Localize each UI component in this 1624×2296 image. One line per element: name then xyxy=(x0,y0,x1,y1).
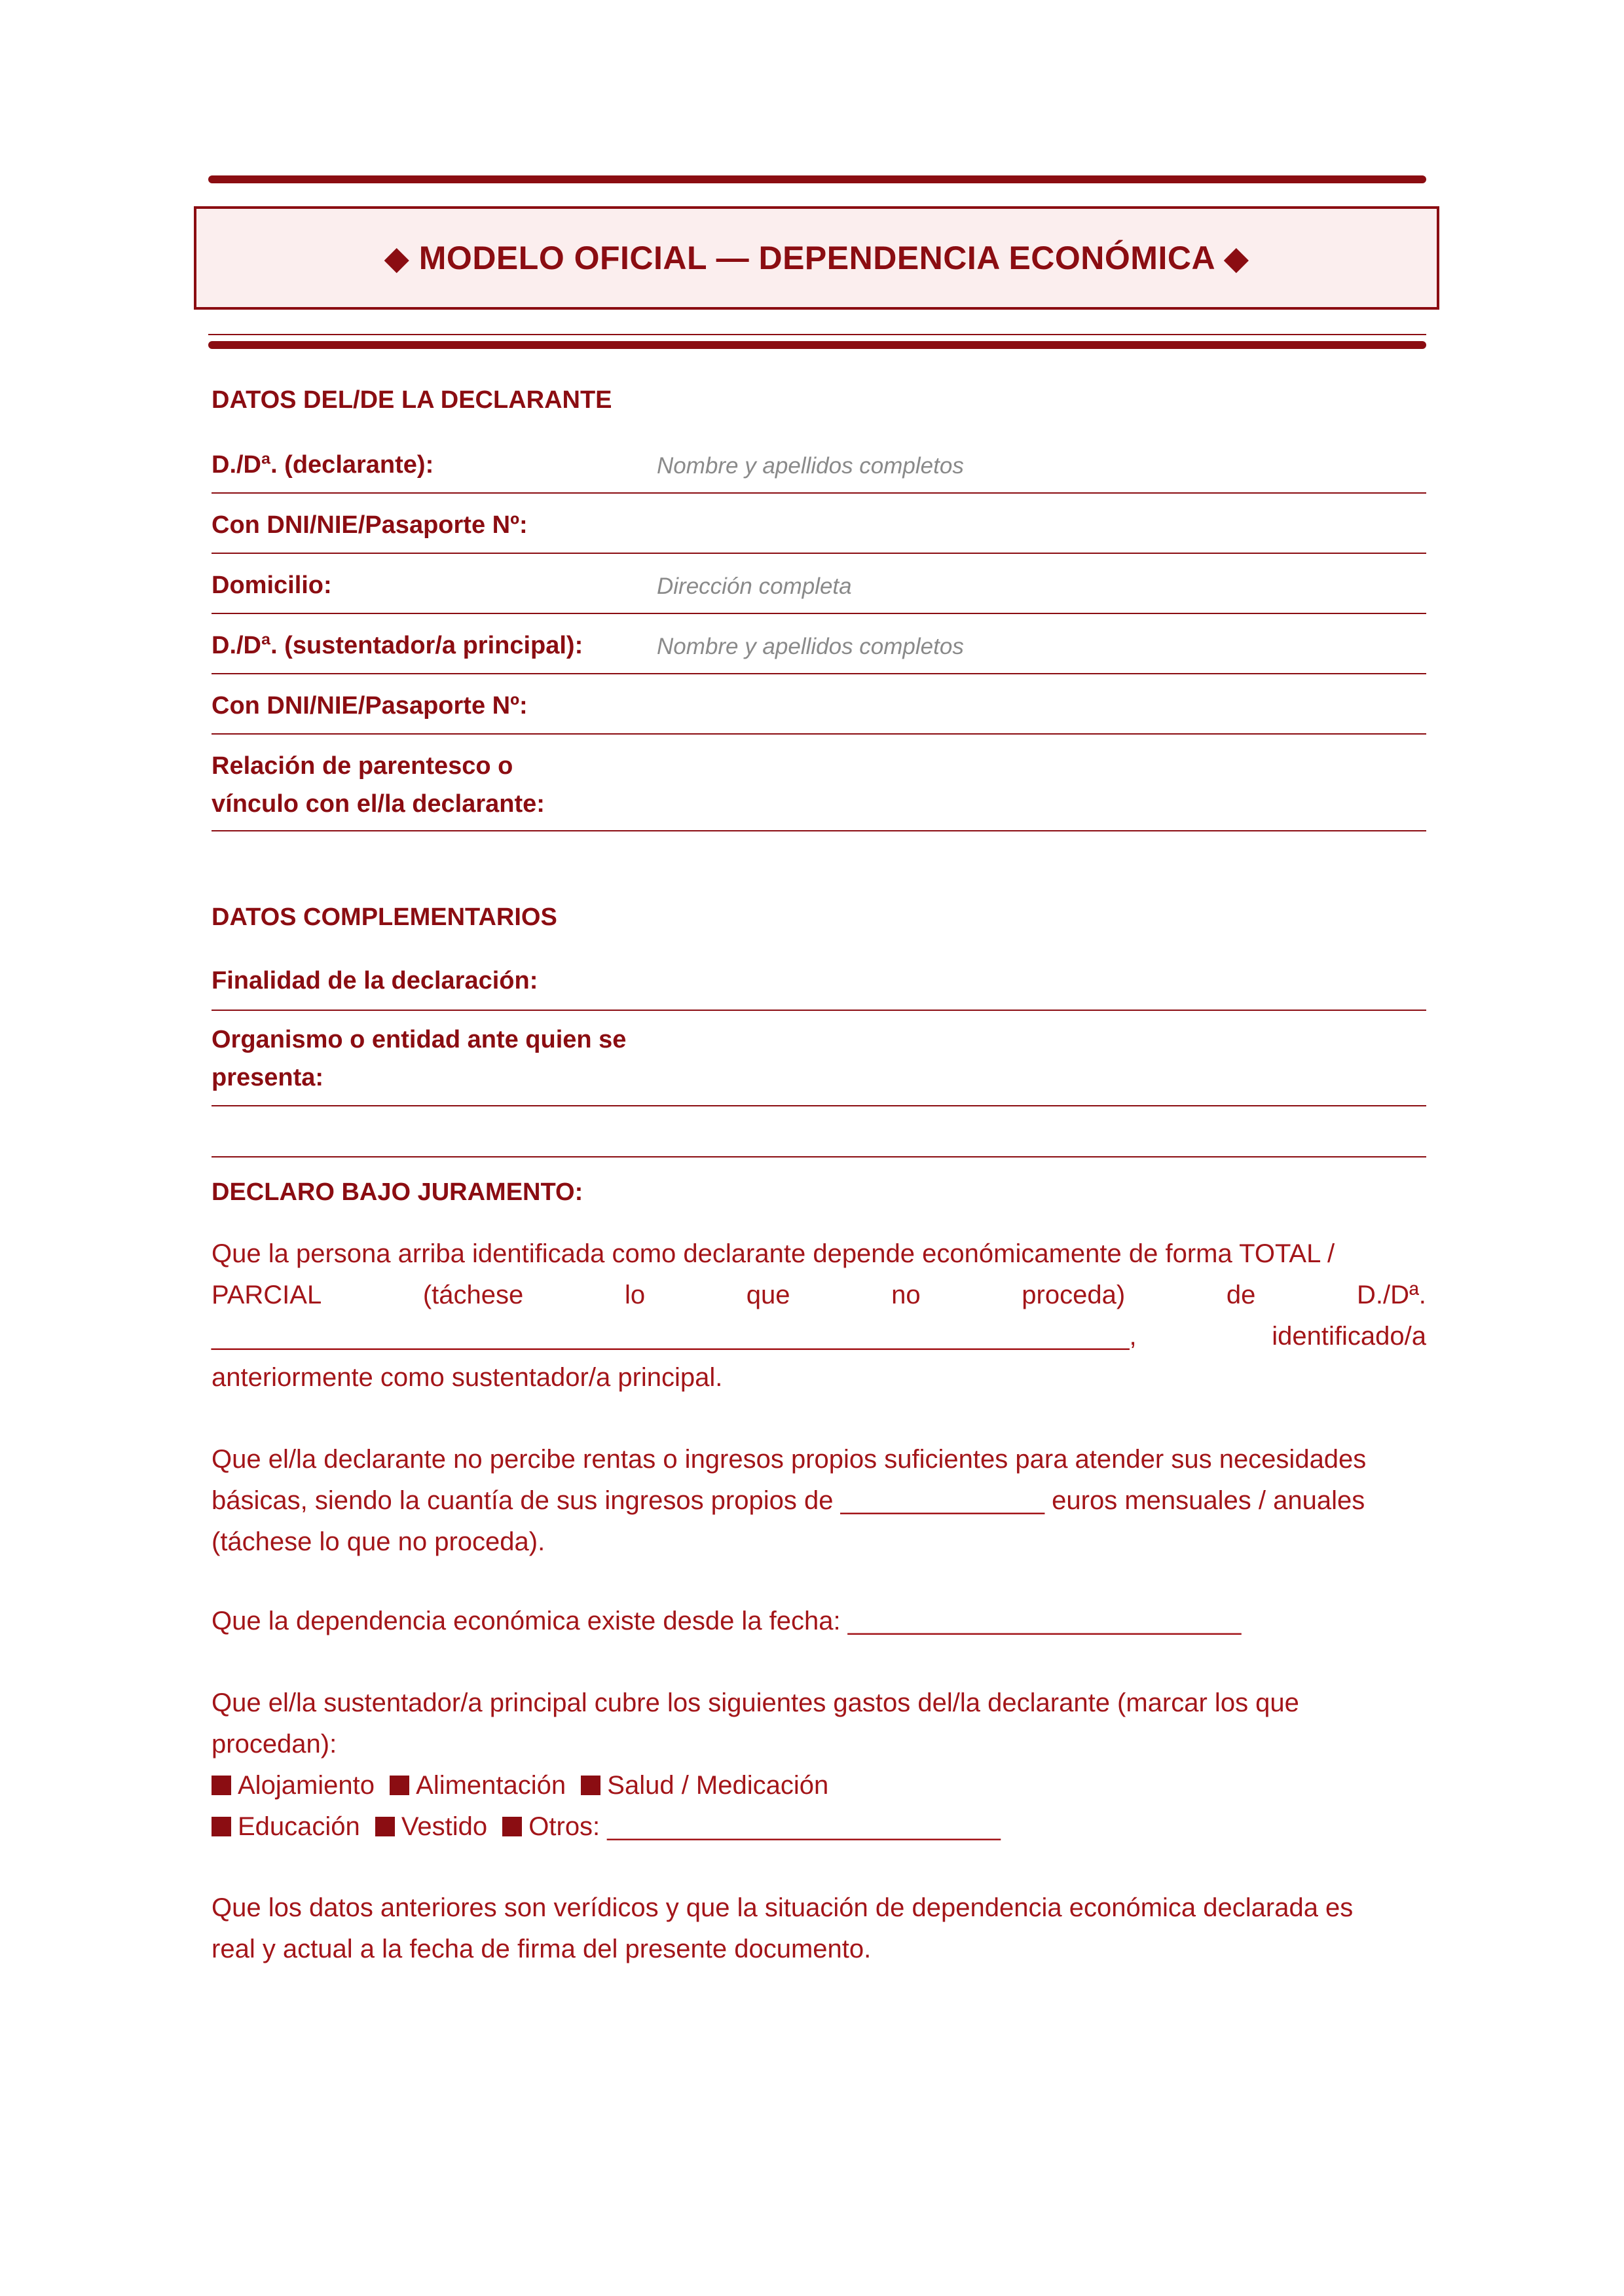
paragraph-fecha xyxy=(212,1601,1426,1642)
paragraph-line: real y actual a la fecha de firma del presente documento. xyxy=(212,1935,872,1963)
word: (táchese xyxy=(422,1281,524,1309)
field-label-line1: Relación de parentesco o xyxy=(212,752,513,780)
paragraph-line: Que la persona arriba identificada como declarante depende económicamente de forma TOTAL / xyxy=(212,1239,1335,1268)
checkbox-label: Vestido xyxy=(401,1812,488,1841)
sustentador-blank[interactable]: _______________________________________________________________, xyxy=(212,1322,1137,1351)
line-text: básicas, siendo la cuantía de sus ingresos propios de ______________ euros mensuales / anuales xyxy=(212,1486,1365,1515)
checkbox-label: Alojamiento xyxy=(238,1771,375,1800)
checkbox-label: Otros: ___________________________ xyxy=(528,1812,1001,1841)
field-label-line1: Organismo o entidad ante quien se xyxy=(212,1026,627,1053)
field-sustentador-name[interactable] xyxy=(212,626,1426,674)
paragraph-line xyxy=(212,1887,1426,1929)
paragraph-gastos xyxy=(212,1683,1426,1848)
field-domicilio[interactable] xyxy=(212,566,1426,614)
checkbox-label: Educación xyxy=(238,1812,360,1841)
checkbox-square-icon[interactable] xyxy=(390,1776,409,1795)
checkbox-square-icon[interactable] xyxy=(375,1817,395,1836)
word: D./Dª. xyxy=(1356,1281,1426,1309)
line-text: Que el/la declarante no percibe rentas o ingresos propios suficientes para atender sus necesidades xyxy=(212,1445,1367,1474)
paragraph-ingresos xyxy=(212,1439,1426,1563)
line-text: Que el/la sustentador/a principal cubre los siguientes gastos del/la declarante (marcar los que xyxy=(212,1688,1299,1717)
checkbox-square-icon[interactable] xyxy=(581,1776,600,1795)
paragraph-line xyxy=(212,1439,1426,1480)
section-heading-declaro: DECLARO BAJO JURAMENTO: xyxy=(212,1178,583,1206)
field-label: Con DNI/NIE/Pasaporte Nº: xyxy=(212,692,528,720)
paragraph-line xyxy=(212,1316,1426,1357)
field-label: Con DNI/NIE/Pasaporte Nº: xyxy=(212,511,528,539)
field-label-line2: vínculo con el/la declarante: xyxy=(212,790,545,818)
paragraph-line xyxy=(212,1480,1426,1522)
word: no xyxy=(891,1281,921,1309)
word: PARCIAL xyxy=(212,1281,322,1309)
top-rule xyxy=(208,175,1426,183)
section-heading-complementarios: DATOS COMPLEMENTARIOS xyxy=(212,903,557,931)
field-declarante-dni[interactable] xyxy=(212,505,1426,554)
field-placeholder: Nombre y apellidos completos xyxy=(657,634,964,659)
document-title: ◆ MODELO OFICIAL — DEPENDENCIA ECONÓMICA ◆ xyxy=(384,240,1249,276)
title-underline-thick xyxy=(208,341,1426,349)
field-label: Domicilio: xyxy=(212,572,332,599)
field-label-line2: presenta: xyxy=(212,1064,324,1091)
word: identificado/a xyxy=(1272,1322,1426,1351)
field-finalidad[interactable] xyxy=(212,960,1426,1011)
field-organismo[interactable] xyxy=(212,1020,1426,1106)
field-declarante-name[interactable] xyxy=(212,445,1426,494)
paragraph-line: (táchese lo que no proceda). xyxy=(212,1527,545,1556)
field-placeholder: Nombre y apellidos completos xyxy=(657,453,964,479)
paragraph-line xyxy=(212,1683,1426,1724)
paragraph-line: anteriormente como sustentador/a principal. xyxy=(212,1363,723,1392)
field-parentesco[interactable] xyxy=(212,746,1426,831)
title-box xyxy=(194,206,1439,310)
title-underline-thin xyxy=(208,334,1426,335)
checkbox-square-icon[interactable] xyxy=(212,1776,231,1795)
checkbox-square-icon[interactable] xyxy=(212,1817,231,1836)
checkbox-square-icon[interactable] xyxy=(502,1817,522,1836)
word: que xyxy=(746,1281,790,1309)
field-label: Finalidad de la declaración: xyxy=(212,967,538,994)
checkbox-label: Alimentación xyxy=(416,1771,566,1800)
paragraph-dependencia xyxy=(212,1233,1426,1398)
blank-write-line[interactable] xyxy=(212,1156,1426,1157)
paragraph-line: procedan): xyxy=(212,1730,337,1758)
paragraph-veracidad xyxy=(212,1887,1426,1970)
word: lo xyxy=(624,1281,646,1309)
section-heading-declarante: DATOS DEL/DE LA DECLARANTE xyxy=(212,386,612,414)
word: proceda) xyxy=(1022,1281,1126,1309)
field-placeholder: Dirección completa xyxy=(657,574,852,599)
field-sustentador-dni[interactable] xyxy=(212,686,1426,735)
field-label: D./Dª. (sustentador/a principal): xyxy=(212,632,583,659)
line-text: Que los datos anteriores son verídicos y que la situación de dependencia económica declarada es xyxy=(212,1893,1354,1922)
checkbox-row xyxy=(212,1806,1426,1848)
paragraph-line: Que la dependencia económica existe desde la fecha: ___________________________ xyxy=(212,1607,1242,1635)
checkbox-row xyxy=(212,1765,1426,1806)
field-label: D./Dª. (declarante): xyxy=(212,451,434,479)
checkbox-label: Salud / Medicación xyxy=(607,1771,829,1800)
paragraph-line xyxy=(212,1275,1426,1316)
word: de xyxy=(1226,1281,1256,1309)
